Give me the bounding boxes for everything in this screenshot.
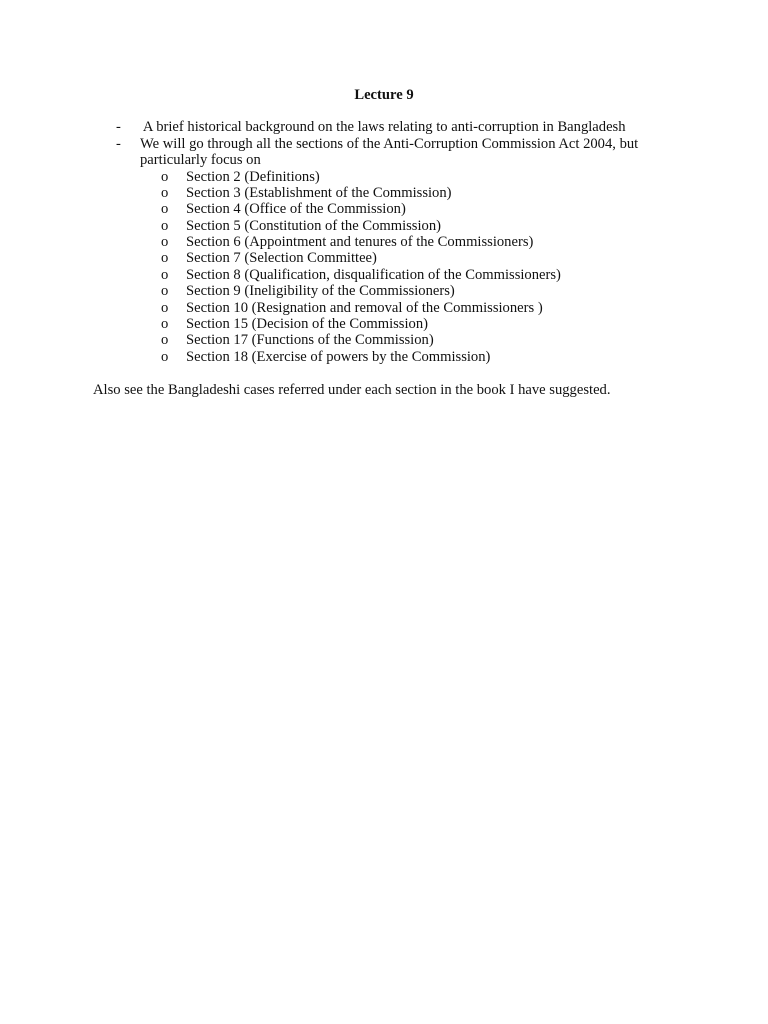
- circle-bullet-icon: o: [161, 348, 169, 365]
- section-list-item: [161, 201, 697, 217]
- circle-bullet-icon: o: [161, 184, 169, 201]
- topic-item: [116, 136, 676, 366]
- section-list: [161, 169, 697, 366]
- closing-note: Also see the Bangladeshi cases referred under each section in the book I have suggested.: [93, 382, 611, 398]
- section-list-item-text: Section 9 (Ineligibility of the Commissioners): [186, 283, 455, 300]
- dash-bullet-icon: -: [116, 135, 121, 152]
- section-list-item-text: Section 17 (Functions of the Commission): [186, 332, 434, 349]
- dash-bullet-icon: -: [116, 119, 121, 135]
- section-list-item: [161, 300, 697, 316]
- section-list-item-text: Section 2 (Definitions): [186, 168, 320, 185]
- circle-bullet-icon: o: [161, 234, 169, 251]
- section-list-item-text: Section 8 (Qualification, disqualification of the Commissioners): [186, 266, 561, 283]
- section-list-item: [161, 250, 697, 266]
- section-list-item-text: Section 6 (Appointment and tenures of the Commissioners): [186, 234, 534, 251]
- circle-bullet-icon: o: [161, 201, 169, 218]
- section-list-item-text: Section 4 (Office of the Commission): [186, 201, 406, 218]
- circle-bullet-icon: o: [161, 299, 169, 316]
- section-list-item: [161, 332, 697, 348]
- lecture-title: Lecture 9: [354, 87, 414, 103]
- topic-list: [116, 119, 676, 365]
- topic-text: We will go through all the sections of the Anti-Corruption Commission Act 2004, but particularly focus on: [140, 135, 639, 168]
- topic-item: [116, 119, 676, 136]
- section-list-item: [161, 218, 697, 234]
- topic-text: A brief historical background on the laws relating to anti-corruption in Bangladesh: [140, 119, 626, 135]
- section-list-item: [161, 185, 697, 201]
- circle-bullet-icon: o: [161, 283, 169, 300]
- section-list-item-text: Section 3 (Establishment of the Commission): [186, 184, 452, 201]
- section-list-item-text: Section 7 (Selection Committee): [186, 250, 377, 267]
- section-list-item: [161, 349, 697, 365]
- circle-bullet-icon: o: [161, 217, 169, 234]
- section-list-item: [161, 234, 697, 250]
- section-list-item: [161, 283, 697, 299]
- section-list-item: [161, 267, 697, 283]
- section-list-item: [161, 316, 697, 332]
- circle-bullet-icon: o: [161, 316, 169, 333]
- circle-bullet-icon: o: [161, 168, 169, 185]
- circle-bullet-icon: o: [161, 250, 169, 267]
- section-list-item-text: Section 15 (Decision of the Commission): [186, 316, 428, 333]
- section-list-item: [161, 169, 697, 185]
- section-list-item-text: Section 10 (Resignation and removal of the Commissioners ): [186, 299, 543, 316]
- circle-bullet-icon: o: [161, 266, 169, 283]
- circle-bullet-icon: o: [161, 332, 169, 349]
- section-list-item-text: Section 18 (Exercise of powers by the Commission): [186, 348, 491, 365]
- section-list-item-text: Section 5 (Constitution of the Commission): [186, 217, 441, 234]
